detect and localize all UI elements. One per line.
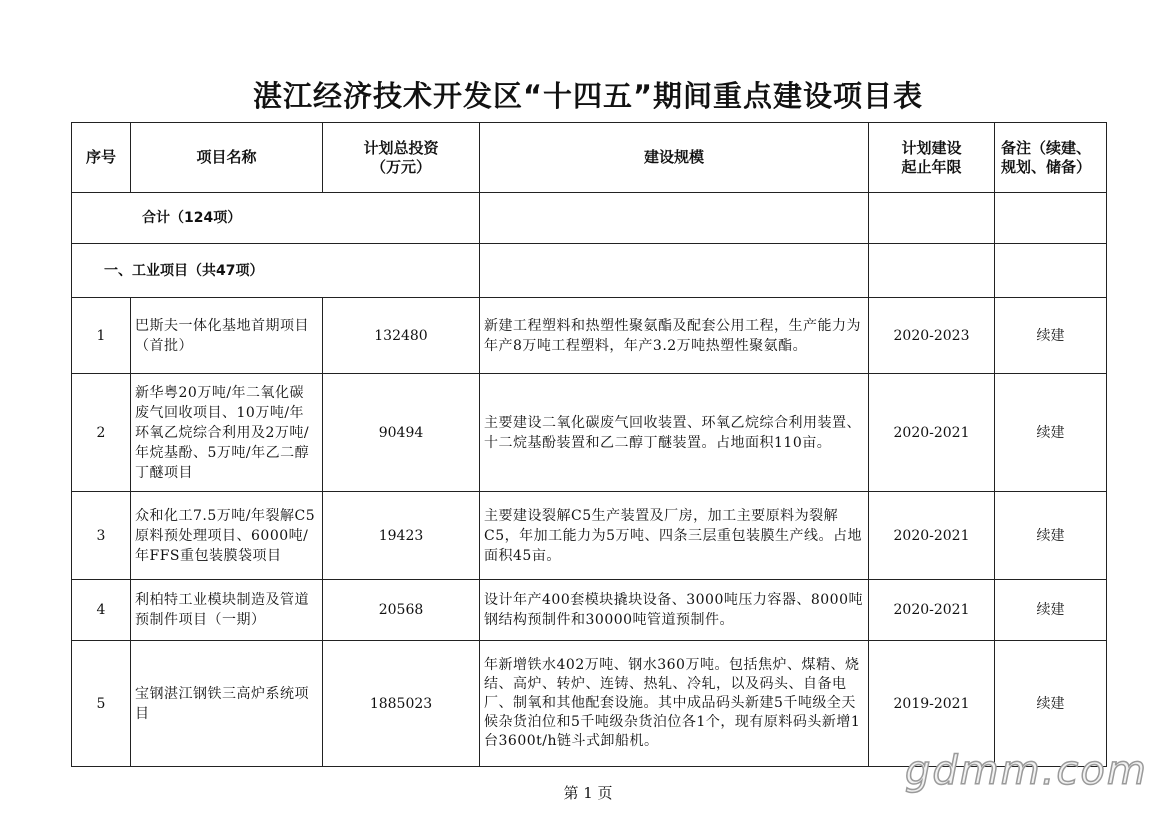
col-header-name: 项目名称	[131, 123, 323, 193]
row-invest: 1885023	[323, 641, 480, 767]
total-row	[72, 193, 1107, 244]
row-remark: 续建	[995, 298, 1107, 374]
section-remark-cell	[995, 244, 1107, 298]
row-remark: 续建	[995, 492, 1107, 580]
total-label: 合计（124项）	[72, 193, 480, 244]
row-years: 2020-2021	[869, 492, 995, 580]
row-no: 4	[72, 580, 131, 641]
row-invest: 20568	[323, 580, 480, 641]
header-row	[72, 123, 1107, 193]
col-header-remark: 备注（续建、 规划、储备）	[995, 123, 1107, 193]
row-scale: 主要建设二氧化碳废气回收装置、环氧乙烷综合利用装置、十二烷基酚装置和乙二醇丁醚装置。占地面积110亩。	[480, 374, 869, 492]
table-row	[72, 492, 1107, 580]
col-header-years: 计划建设 起止年限	[869, 123, 995, 193]
row-name: 众和化工7.5万吨/年裂解C5原料预处理项目、6000吨/年FFS重包装膜袋项目	[131, 492, 323, 580]
table-row	[72, 580, 1107, 641]
col-header-scale: 建设规模	[480, 123, 869, 193]
total-remark-cell	[995, 193, 1107, 244]
row-name: 巴斯夫一体化基地首期项目（首批）	[131, 298, 323, 374]
total-years-cell	[869, 193, 995, 244]
section-label: 一、工业项目（共47项）	[72, 244, 480, 298]
row-scale: 主要建设裂解C5生产装置及厂房，加工主要原料为裂解C5，年加工能力为5万吨、四条三层重包装膜生产线。占地面积45亩。	[480, 492, 869, 580]
row-remark: 续建	[995, 641, 1107, 767]
section-scale-cell	[480, 244, 869, 298]
row-years: 2020-2023	[869, 298, 995, 374]
total-scale-cell	[480, 193, 869, 244]
row-scale: 年新增铁水402万吨、钢水360万吨。包括焦炉、煤精、烧结、高炉、转炉、连铸、热轧、冷轧，以及码头、自备电厂、制氧和其他配套设施。其中成品码头新建5千吨级全天候杂货泊位和5千吨级杂货泊位各1个，现有原料码头新增1台3600t/h链斗式卸船机。	[480, 641, 869, 767]
watermark: gdmm.com	[905, 748, 1148, 794]
row-invest: 90494	[323, 374, 480, 492]
row-no: 1	[72, 298, 131, 374]
row-name: 利柏特工业模块制造及管道预制件项目（一期）	[131, 580, 323, 641]
table-row	[72, 374, 1107, 492]
row-remark: 续建	[995, 374, 1107, 492]
page-number: 第 1 页	[563, 784, 613, 802]
row-no: 5	[72, 641, 131, 767]
page-title: 湛江经济技术开发区“十四五”期间重点建设项目表	[252, 79, 924, 113]
row-scale: 新建工程塑料和热塑性聚氨酯及配套公用工程，生产能力为年产8万吨工程塑料，年产3.2万吨热塑性聚氨酯。	[480, 298, 869, 374]
row-name: 宝钢湛江钢铁三高炉系统项目	[131, 641, 323, 767]
row-invest: 19423	[323, 492, 480, 580]
row-remark: 续建	[995, 580, 1107, 641]
col-header-no: 序号	[72, 123, 131, 193]
row-invest: 132480	[323, 298, 480, 374]
row-years: 2019-2021	[869, 641, 995, 767]
row-no: 2	[72, 374, 131, 492]
project-table	[71, 122, 1107, 767]
row-no: 3	[72, 492, 131, 580]
col-header-invest: 计划总投资 （万元）	[323, 123, 480, 193]
row-name: 新华粤20万吨/年二氧化碳废气回收项目、10万吨/年环氧乙烷综合利用及2万吨/年烷基酚、5万吨/年乙二醇丁醚项目	[131, 374, 323, 492]
table-row	[72, 298, 1107, 374]
section-row	[72, 244, 1107, 298]
row-years: 2020-2021	[869, 374, 995, 492]
row-years: 2020-2021	[869, 580, 995, 641]
section-years-cell	[869, 244, 995, 298]
row-scale: 设计年产400套模块撬块设备、3000吨压力容器、8000吨钢结构预制件和30000吨管道预制件。	[480, 580, 869, 641]
